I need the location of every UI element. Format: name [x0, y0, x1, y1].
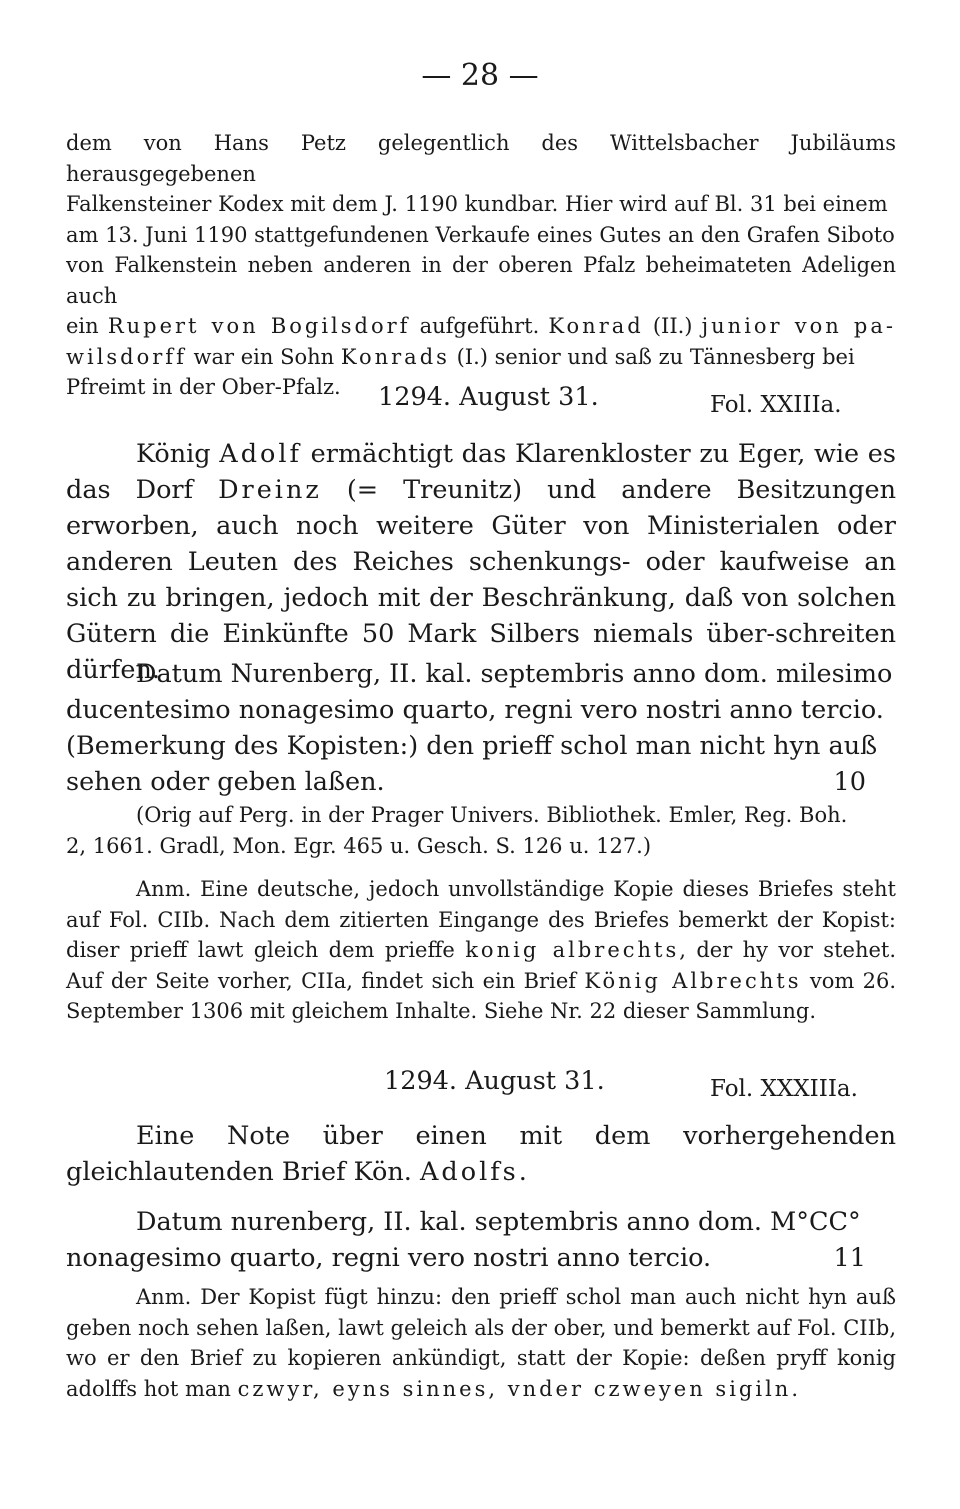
doc11-folio: Fol. XXXIIIa. [710, 1076, 858, 1102]
doc10-summary [66, 436, 896, 688]
intro-line: Falkensteiner Kodex mit dem J. 1190 kundbar. Hier wird auf Bl. 31 bei einem [66, 192, 888, 216]
text-run: sehen oder geben laßen. [66, 767, 385, 797]
text-run: König [136, 439, 220, 469]
quoted-name: konig albrechts [465, 938, 680, 962]
page-number: — 28 — [421, 58, 539, 93]
text-run: (= Treunitz) und andere Besitzungen erworben, auch noch weitere Güter von Ministerialen oder anderen Leuten des Reiches schenkungs- oder kaufweise an sich zu bringen, jedoch mit der Beschränkung, daß von solchen Gütern die Einkünfte 50 Mark Silbers niemals über-schreiten dürfen. [66, 475, 897, 685]
intro-line: von Falkenstein neben anderen in der oberen Pfalz beheimateten Adeligen auch [66, 253, 896, 308]
text-run: aufgeführt. [410, 314, 549, 338]
doc10-folio: Fol. XXIIIa. [710, 392, 842, 418]
person-name: Adolfs [420, 1157, 519, 1187]
person-name: Rupert von Bogilsdorf [107, 314, 411, 338]
text-run: ein [66, 314, 108, 338]
text-run: . [518, 1157, 527, 1187]
text-run: war ein Sohn [186, 344, 341, 369]
text-run: . [791, 1376, 798, 1401]
doc10-datum [66, 656, 896, 800]
doc10-date: 1294. August 31. [378, 382, 599, 412]
text-run: vom 26. September 1306 mit gleichem Inhalte. Siehe Nr. 22 dieser Sammlung. [66, 968, 897, 1023]
person-name: Adolf [219, 439, 302, 469]
datum-line: (Bemerkung des Kopisten:) den prieff schol man nicht hyn auß [66, 731, 878, 761]
source-line: 2, 1661. Gradl, Mon. Egr. 465 u. Gesch. S. 126 u. 127.) [66, 833, 652, 858]
intro-line: Pfreimt in der Ober-Pfalz. [66, 375, 341, 399]
intro-line: dem von Hans Petz gelegentlich des Wittelsbacher Jubiläums herausgegebenen [66, 131, 896, 186]
text-run: nonagesimo quarto, regni vero nostri anno tercio. [66, 1243, 712, 1273]
place-name: Dreinz [218, 475, 322, 505]
datum-line: Datum nurenberg, II. kal. septembris anno dom. M°CC° [136, 1207, 861, 1237]
datum-line: Datum Nurenberg, II. kal. septembris anno dom. milesimo [136, 659, 893, 689]
person-name: König Albrechts [584, 968, 802, 993]
doc11-summary [66, 1118, 896, 1190]
datum-line: ducentesimo nonagesimo quarto, regni vero nostri anno tercio. [66, 695, 884, 725]
person-name: Konrads [340, 344, 450, 369]
doc10-note [66, 874, 896, 1027]
doc10-source [66, 800, 896, 861]
intro-line: am 13. Juni 1190 stattgefundenen Verkaufe eines Gutes an den Grafen Siboto [66, 222, 895, 247]
document-number: 10 [833, 767, 866, 797]
text-run: Anm. Der Kopist fügt hinzu: den prieff schol man auch nicht hyn auß geben noch sehen laßen, lawt geleich als der ober, und bemerkt auf Fol. CIIb, wo er den Brief zu kopieren ankündigt, statt der Kopie: deßen pryff konig adolffs hot man [66, 1285, 896, 1401]
text-run: Eine Note über einen mit dem vorhergehenden gleichlautenden Brief Kön. [66, 1121, 896, 1187]
person-name: Konrad [548, 314, 644, 338]
text-run: (II.) [643, 314, 702, 338]
intro-line [66, 311, 896, 372]
doc11-note [66, 1282, 896, 1404]
person-name: junior von pa-wilsdorff [66, 314, 896, 369]
source-line: (Orig auf Perg. in der Prager Univers. Bibliothek. Emler, Reg. Boh. [136, 803, 848, 827]
doc11-datum [66, 1204, 896, 1276]
doc11-date: 1294. August 31. [384, 1066, 605, 1096]
text-run: (I.) senior und saß zu Tännesberg bei [449, 344, 855, 369]
document-number: 11 [833, 1243, 866, 1273]
text-run: , der hy vor stehet. Auf der Seite vorher, CIIa, findet sich ein Brief [66, 938, 897, 993]
text-run: Anm. Eine deutsche, jedoch unvollständige Kopie dieses Briefes steht auf Fol. CIIb. Nach dem zitierten Eingange des Briefes bemerkt der Kopist: diser prieff lawt gleich dem prieffe [66, 877, 896, 962]
datum-line [66, 764, 896, 800]
text-run: ermächtigt das Klarenkloster zu Eger, wie es das Dorf [66, 439, 896, 505]
intro-paragraph [66, 128, 896, 403]
quoted-name: czwyr, eyns sinnes, vnder czweyen sigiln [237, 1376, 792, 1401]
datum-line [66, 1240, 896, 1276]
